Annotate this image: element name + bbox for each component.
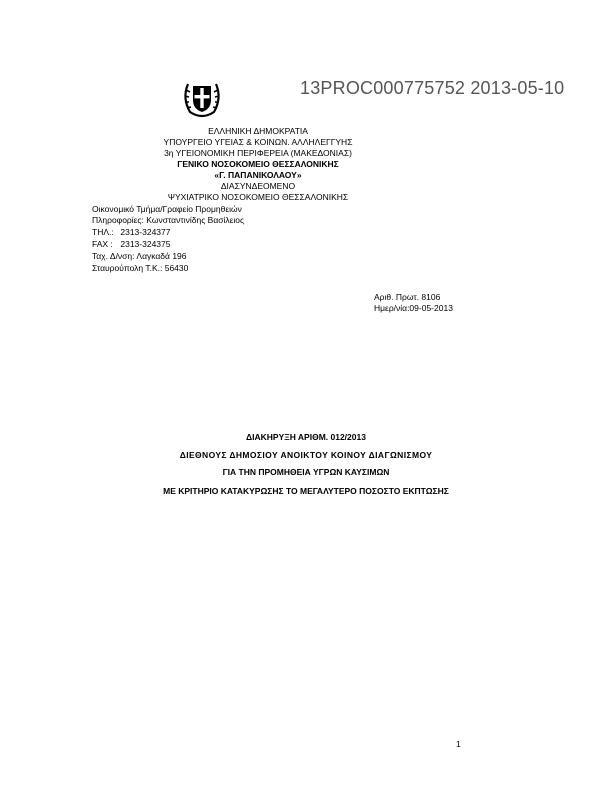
protocol-number: Αριθ. Πρωτ. 8106 [374, 292, 441, 302]
department-line: Οικονομικό Τμήμα/Γραφείο Προμηθειών [92, 204, 242, 214]
header-line-4: ΓΕΝΙΚΟ ΝΟΣΟΚΟΜΕΙΟ ΘΕΣΣΑΛΟΝΙΚΗΣ [177, 159, 339, 169]
title-line-2: ΔΙΕΘΝΟΥΣ ΔΗΜΟΣΙΟΥ ΑΝΟΙΚΤΟΥ ΚΟΙΝΟΥ ΔΙΑΓΩΝΙΣΜΟΥ [179, 450, 433, 460]
fax-label: FAX : [92, 239, 113, 249]
title-line-3: ΓΙΑ ΤΗΝ ΠΡΟΜΗΘΕΙΑ ΥΓΡΩΝ ΚΑΥΣΙΜΩΝ [222, 467, 390, 477]
fax-value: 2313-324375 [120, 239, 171, 249]
address-line: Ταχ. Δ/νση: Λαγκαδά 196 [92, 251, 187, 261]
protocol-date: Ημερ/νία:09-05-2013 [374, 303, 453, 313]
greek-coat-of-arms-icon [180, 78, 224, 118]
tel-value: 2313-324377 [120, 227, 171, 237]
header-line-6: ΔΙΑΣΥΝΔΕΟΜΕΝΟ [220, 181, 296, 191]
tel-label: ΤΗΛ.: [92, 227, 114, 237]
info-line: Πληροφορίες: Κωνσταντινίδης Βασίλειος [92, 215, 245, 225]
procurement-id: 13PROC000775752 2013-05-10 [300, 78, 565, 98]
header-line-5: «Γ. ΠΑΠΑΝΙΚΟΛΑΟΥ» [214, 170, 302, 180]
page-number: 1 [456, 739, 461, 749]
city-line: Σταυρούπολη Τ.Κ.: 56430 [92, 263, 189, 273]
header-line-3: 3η ΥΓΕΙΟΝΟΜΙΚΗ ΠΕΡΙΦΕΡΕΙΑ (ΜΑΚΕΔΟΝΙΑΣ) [164, 148, 352, 158]
title-line-4: ΜΕ ΚΡΙΤΗΡΙΟ ΚΑΤΑΚΥΡΩΣΗΣ ΤΟ ΜΕΓΑΛΥΤΕΡΟ ΠΟΣΟΣΤΟ ΕΚΠΤΩΣΗΣ [163, 486, 449, 496]
tel-line [92, 227, 170, 238]
header-line-2: ΥΠΟΥΡΓΕΙΟ ΥΓΕΙΑΣ & ΚΟΙΝΩΝ. ΑΛΛΗΛΕΓΓΥΗΣ [163, 137, 353, 147]
fax-line [92, 239, 170, 250]
header-line-7: ΨΥΧΙΑΤΡΙΚΟ ΝΟΣΟΚΟΜΕΙΟ ΘΕΣΣΑΛΟΝΙΚΗΣ [167, 192, 349, 202]
title-line-1: ΔΙΑΚΗΡΥΞΗ ΑΡΙΘΜ. 012/2013 [246, 432, 366, 442]
header-line-1: ΕΛΛΗΝΙΚΗ ΔΗΜΟΚΡΑΤΙΑ [208, 126, 308, 136]
